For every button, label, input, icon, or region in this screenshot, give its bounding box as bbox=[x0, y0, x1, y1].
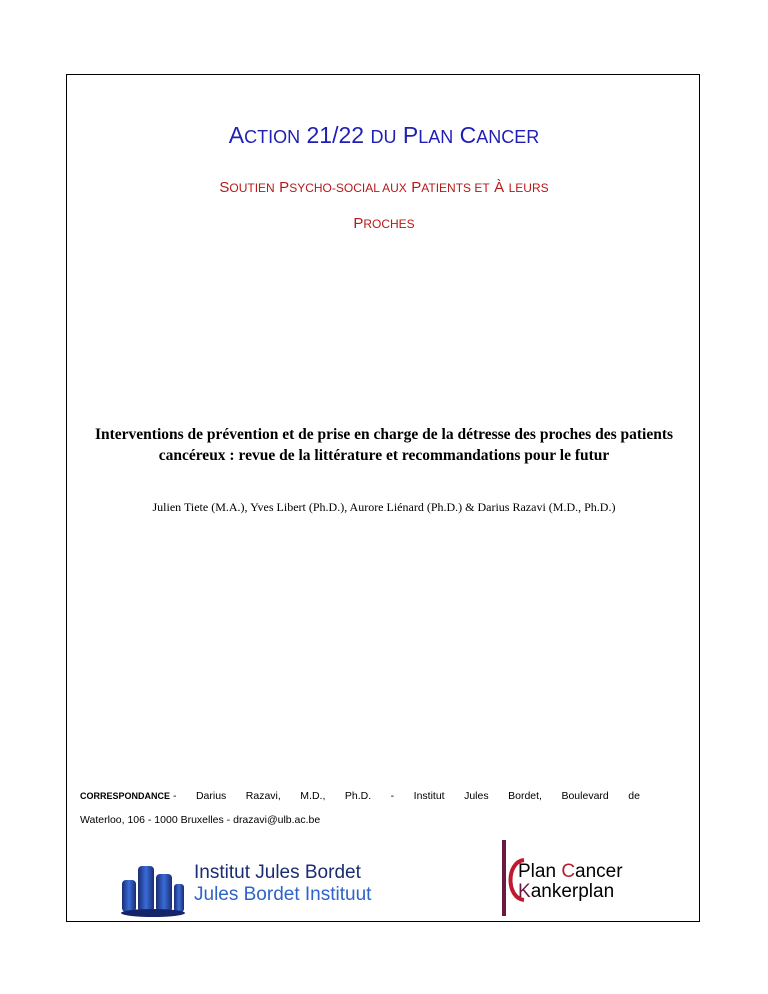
subtitle-part: ROCHES bbox=[363, 217, 415, 231]
subtitle-part: SYCHO-SOCIAL AUX bbox=[289, 181, 407, 195]
bordet-wordmark bbox=[194, 862, 371, 906]
correspondence-line-2: Waterloo, 106 - 1000 Bruxelles - drazavi@ulb.ac.be bbox=[80, 814, 321, 826]
correspondence-word: Boulevard bbox=[561, 790, 609, 802]
main-title bbox=[0, 120, 768, 152]
title-part: DU bbox=[370, 127, 397, 147]
correspondence-word: de bbox=[628, 790, 640, 802]
title-part: ANCER bbox=[476, 127, 540, 147]
title-part: P bbox=[402, 122, 419, 148]
subtitle-part: LEURS bbox=[508, 181, 549, 195]
subtitle-part: P bbox=[279, 179, 290, 196]
report-title: Interventions de prévention et de prise en charge de la détresse des proches des patients cancéreux : revue de la littérature et recommandations pour le futur bbox=[94, 426, 674, 464]
correspondence-block bbox=[80, 790, 640, 826]
kanker-rest: ankerplan bbox=[530, 881, 615, 902]
title-part: CTION bbox=[244, 127, 301, 147]
title-part: LAN bbox=[418, 127, 454, 147]
subtitle-part: P bbox=[353, 215, 364, 232]
title-part: C bbox=[459, 122, 477, 148]
subtitle-part: S bbox=[219, 179, 230, 196]
cancer-initial: C bbox=[561, 861, 576, 882]
correspondence-word: - bbox=[390, 790, 395, 802]
cancer-rest: ancer bbox=[575, 861, 623, 882]
authors: Julien Tiete (M.A.), Yves Libert (Ph.D.), Aurore Liénard (Ph.D.) & Darius Razavi (M.D., Ph.D.) bbox=[152, 500, 616, 514]
correspondence-word: M.D., bbox=[300, 790, 326, 802]
correspondence-word: - bbox=[172, 790, 177, 802]
correspondence-word: Darius bbox=[195, 790, 227, 802]
correspondence-word: Bordet, bbox=[508, 790, 542, 802]
subtitle-part: P bbox=[411, 179, 422, 196]
title-part: 21/22 bbox=[306, 122, 365, 148]
title-part: A bbox=[228, 122, 245, 148]
bordet-line-2: Jules Bordet Instituut bbox=[194, 884, 372, 905]
bordet-emblem-icon bbox=[118, 862, 188, 918]
bordet-line-1: Institut Jules Bordet bbox=[194, 862, 361, 883]
plan-cancer-logo bbox=[498, 840, 658, 920]
subtitle-line-2 bbox=[0, 214, 768, 234]
correspondence-word: Institut bbox=[413, 790, 445, 802]
subtitle-part: ATIENTS ET bbox=[421, 181, 490, 195]
subtitle-part: À bbox=[494, 179, 505, 196]
correspondence-word: Razavi, bbox=[245, 790, 281, 802]
subtitle-line-1 bbox=[0, 178, 768, 198]
correspondence-label: CORRESPONDANCE bbox=[80, 791, 171, 801]
correspondence-line-1 bbox=[80, 790, 640, 802]
institut-bordet-logo bbox=[118, 862, 378, 918]
plan-cancer-wordmark bbox=[518, 862, 623, 902]
subtitle-part: OUTIEN bbox=[229, 181, 275, 195]
correspondence-word: Jules bbox=[464, 790, 489, 802]
kanker-initial: K bbox=[518, 881, 531, 902]
correspondence-word: Ph.D. bbox=[344, 790, 372, 802]
plan-word: Plan bbox=[518, 861, 557, 882]
